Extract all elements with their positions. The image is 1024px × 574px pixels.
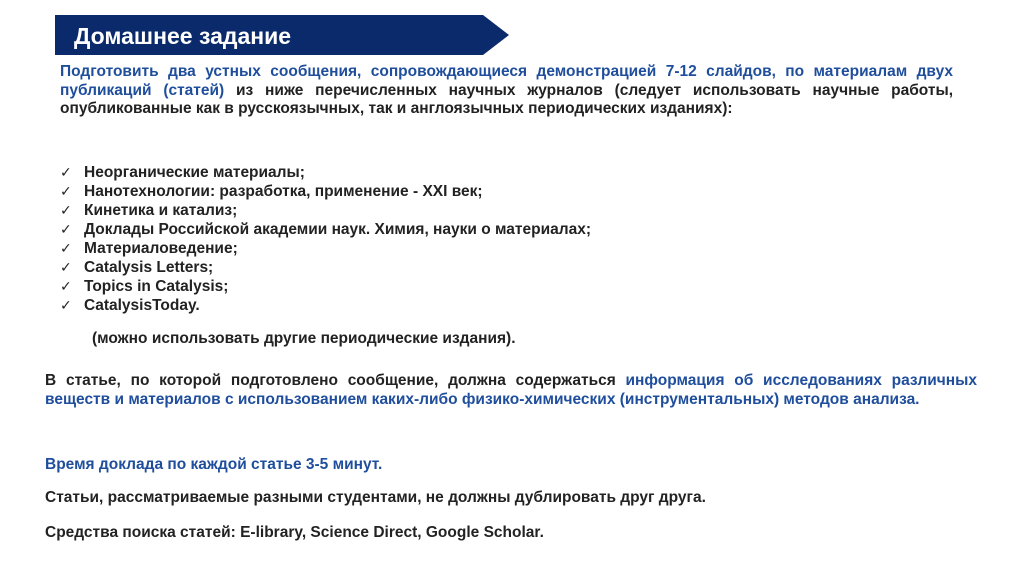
title-banner-arrow: [483, 15, 509, 55]
report-time-note: Время доклада по каждой статье 3-5 минут.: [45, 456, 383, 473]
list-item: [60, 220, 591, 239]
article-requirement-lead: В статье, по которой подготовлено сообщение, должна содержаться: [45, 372, 626, 389]
article-requirement-highlight: информация об исследованиях различных веществ и материалов с использованием каких-либо физико-химических (инструментальных) методов анализа.: [45, 372, 978, 408]
page-title: Домашнее задание: [74, 23, 292, 49]
list-item: [60, 277, 591, 296]
checkmark-icon: ✓: [60, 183, 72, 199]
journal-name: Неорганические материалы;: [84, 164, 305, 181]
article-requirement: [45, 372, 977, 409]
journals-note: (можно использовать другие периодические издания).: [92, 330, 516, 347]
journal-name: Catalysis Letters;: [84, 259, 214, 276]
list-item: [60, 182, 591, 201]
journal-name: Topics in Catalysis;: [84, 278, 229, 295]
checkmark-icon: ✓: [60, 202, 72, 218]
assignment-intro: [60, 63, 953, 119]
search-tools-note: Средства поиска статей: E-library, Science Direct, Google Scholar.: [45, 524, 544, 541]
checkmark-icon: ✓: [60, 240, 72, 256]
assignment-intro-highlight: Подготовить два устных сообщения, сопровождающиеся демонстрацией 7-12 слайдов, по материалам двух публикаций (статей): [60, 63, 953, 99]
no-duplicate-note: Статьи, рассматриваемые разными студентами, не должны дублировать друг друга.: [45, 489, 706, 506]
list-item: [60, 296, 591, 315]
journal-name: CatalysisToday.: [84, 297, 200, 314]
assignment-intro-rest: из ниже перечисленных научных журналов (следует использовать научные работы, опубликованные как в русскоязычных, так и англоязычных периодических изданиях):: [60, 81, 953, 118]
list-item: [60, 163, 591, 182]
journal-name: Доклады Российской академии наук. Химия, науки о материалах;: [84, 221, 591, 238]
checkmark-icon: ✓: [60, 278, 72, 294]
journal-name: Кинетика и катализ;: [84, 202, 238, 219]
checkmark-icon: ✓: [60, 297, 72, 313]
checkmark-icon: ✓: [60, 259, 72, 275]
journal-name: Материаловедение;: [84, 240, 238, 257]
checkmark-icon: ✓: [60, 164, 72, 180]
list-item: [60, 239, 591, 258]
journal-name: Нанотехнологии: разработка, применение - XXI век;: [84, 183, 483, 200]
journal-list: [60, 163, 591, 315]
list-item: [60, 258, 591, 277]
checkmark-icon: ✓: [60, 221, 72, 237]
list-item: [60, 201, 591, 220]
